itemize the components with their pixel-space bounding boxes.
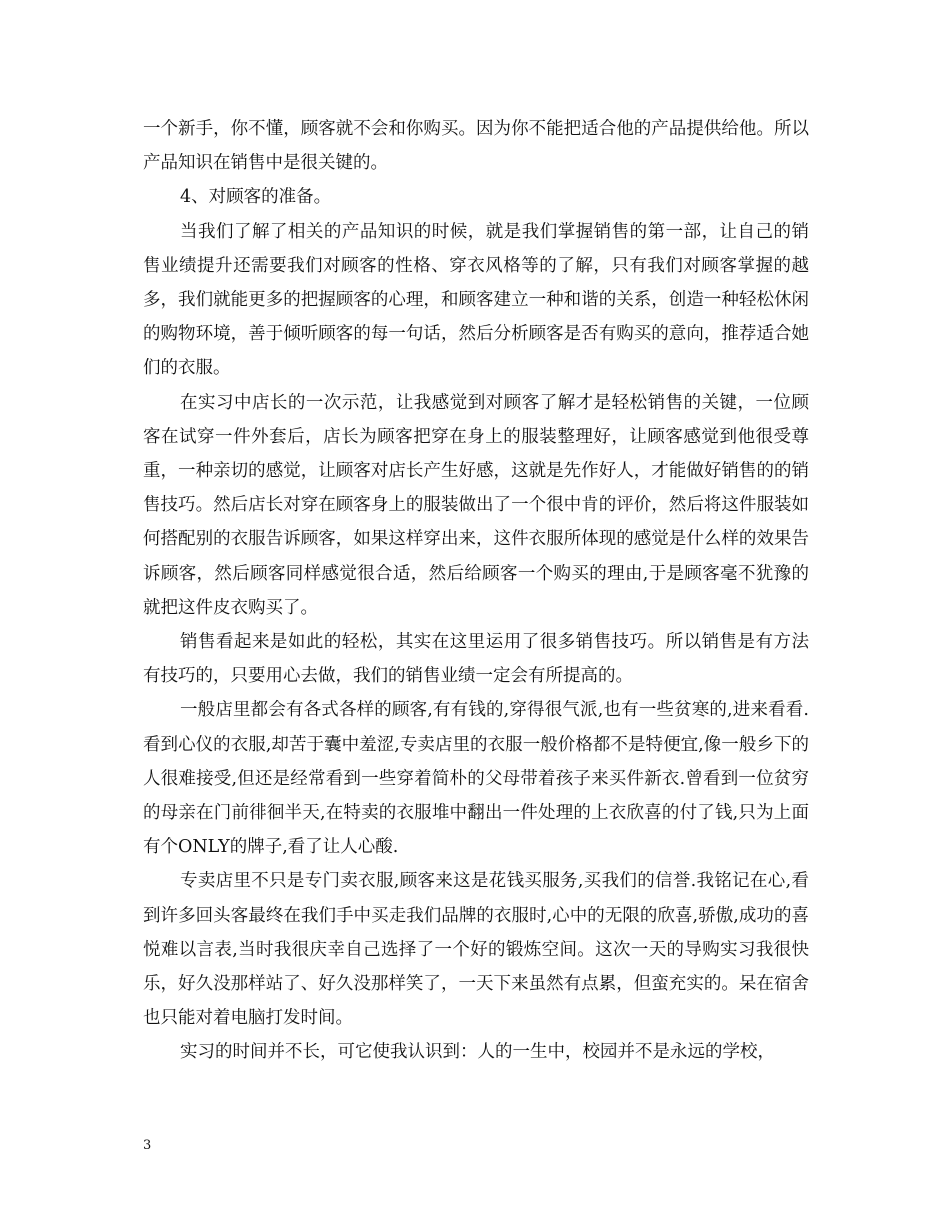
paragraph: 一般店里都会有各式各样的顾客,有有钱的,穿得很气派,也有一些贫寒的,进来看看.看到心仪的衣服,却苦于囊中羞涩,专卖店里的衣服一般价格都不是特便宜,像一般乡下的人很难接受,但还是经常看到一些穿着简朴的父母带着孩子来买件新衣.曾看到一位贫穷的母亲在门前徘徊半天,在特卖的衣服堆中翻出一件处理的上衣欣喜的付了钱,只为上面有个ONLY的牌子,看了让人心酸. bbox=[143, 700, 809, 858]
paragraph: 实习的时间并不长，可它使我认识到：人的一生中，校园并不是永远的学校， bbox=[180, 1042, 775, 1063]
paragraph: 一个新手，你不懂，顾客就不会和你购买。因为你不能把适合他的产品提供给他。所以产品知识在销售中是很关键的。 bbox=[143, 119, 809, 174]
section-heading: 4、对顾客的准备。 bbox=[180, 187, 332, 208]
body-text bbox=[143, 112, 809, 1070]
paragraph: 当我们了解了相关的产品知识的时候，就是我们掌握销售的第一部，让自己的销售业绩提升还需要我们对顾客的性格、穿衣风格等的了解，只有我们对顾客掌握的越多，我们就能更多的把握顾客的心理，和顾客建立一种和谐的关系，创造一种轻松休闲的购物环境，善于倾听顾客的每一句话，然后分析顾客是否有购买的意向，推荐适合她们的衣服。 bbox=[143, 221, 809, 379]
paragraph: 专卖店里不只是专门卖衣服,顾客来这是花钱买服务,买我们的信誉.我铭记在心,看到许多回头客最终在我们手中买走我们品牌的衣服时,心中的无限的欣喜,骄傲,成功的喜悦难以言表,当时我很庆幸自己选择了一个好的锻炼空间。这次一天的导购实习我很快乐，好久没那样站了、好久没那样笑了，一天下来虽然有点累，但蛮充实的。呆在宿舍也只能对着电脑打发时间。 bbox=[143, 871, 809, 1029]
page-number: 3 bbox=[143, 1138, 152, 1153]
paragraph: 在实习中店长的一次示范，让我感觉到对顾客了解才是轻松销售的关键，一位顾客在试穿一件外套后，店长为顾客把穿在身上的服装整理好，让顾客感觉到他很受尊重，一种亲切的感觉，让顾客对店长产生好感，这就是先作好人，才能做好销售的的销售技巧。然后店长对穿在顾客身上的服装做出了一个很中肯的评价，然后将这件服装如何搭配别的衣服告诉顾客，如果这样穿出来，这件衣服所体现的感觉是什么样的效果告诉顾客，然后顾客同样感觉很合适，然后给顾客一个购买的理由,于是顾客毫不犹豫的就把这件皮衣购买了。 bbox=[143, 392, 809, 618]
paragraph: 销售看起来是如此的轻松，其实在这里运用了很多销售技巧。所以销售是有方法有技巧的，只要用心去做，我们的销售业绩一定会有所提高的。 bbox=[143, 632, 809, 687]
